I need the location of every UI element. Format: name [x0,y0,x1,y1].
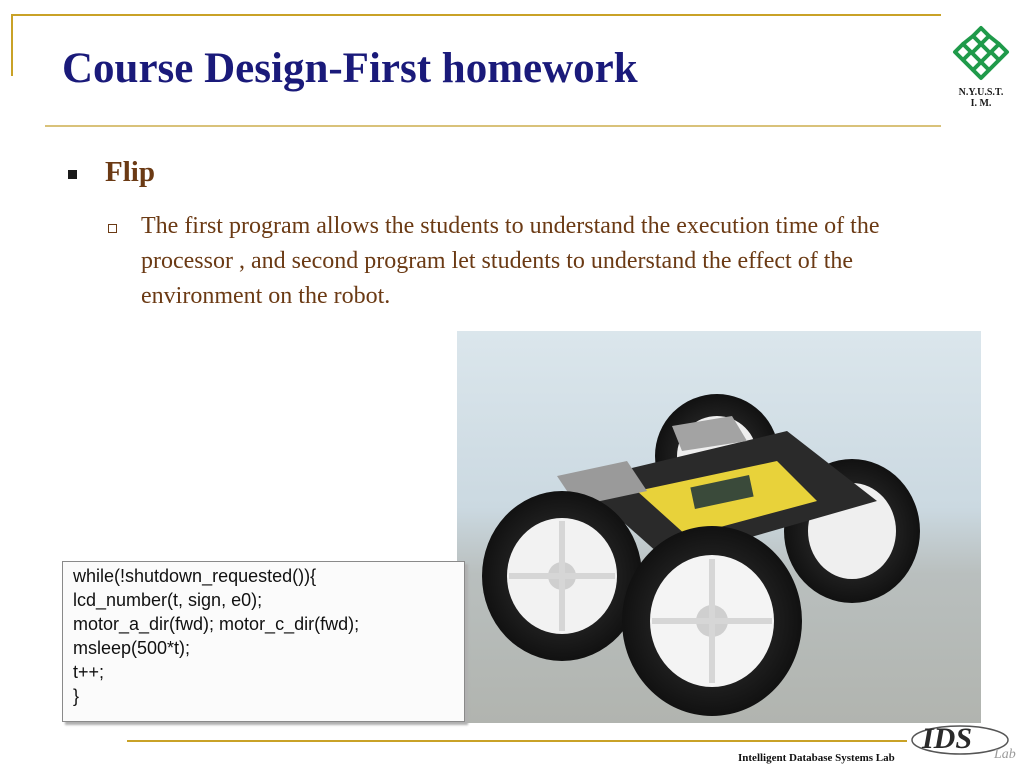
idds-logo-text: IDS [922,722,973,755]
code-line: lcd_number(t, sign, e0); [73,590,263,610]
green-lattice-logo-icon [951,24,1011,82]
lego-robot-illustration [457,331,981,723]
code-line: while(!shutdown_requested()){ [73,566,317,586]
title-divider [45,125,941,127]
code-snippet-box [62,561,465,722]
footer-lab-name: Intelligent Database Systems Lab [738,752,895,764]
hollow-square-bullet-icon [108,224,117,233]
logo-caption-line2: I. M. [970,98,992,109]
code-line: motor_a_dir(fwd); motor_c_dir(fwd); [73,614,360,634]
logo-caption-line1: N.Y.U.S.T. [958,87,1004,98]
code-line: } [73,686,80,706]
square-bullet-icon [68,170,77,179]
slide-title: Course Design-First homework [62,45,638,92]
idds-logo-sub: Lab [994,747,1016,762]
code-line: t++; [73,662,105,682]
idds-lab-logo-icon [908,714,1020,764]
frame-vertical-rule [11,14,13,76]
bullet-description: The first program allows the students to understand the execution time of the processor , and second program let students to understand the effect of the environment on the robot. [141,213,880,309]
frame-top-rule [11,14,941,16]
footer-divider [127,740,907,742]
robot-photo [457,331,981,723]
university-logo [950,24,1012,109]
bullet-heading: Flip [105,156,155,188]
code-line: msleep(500*t); [73,638,191,658]
